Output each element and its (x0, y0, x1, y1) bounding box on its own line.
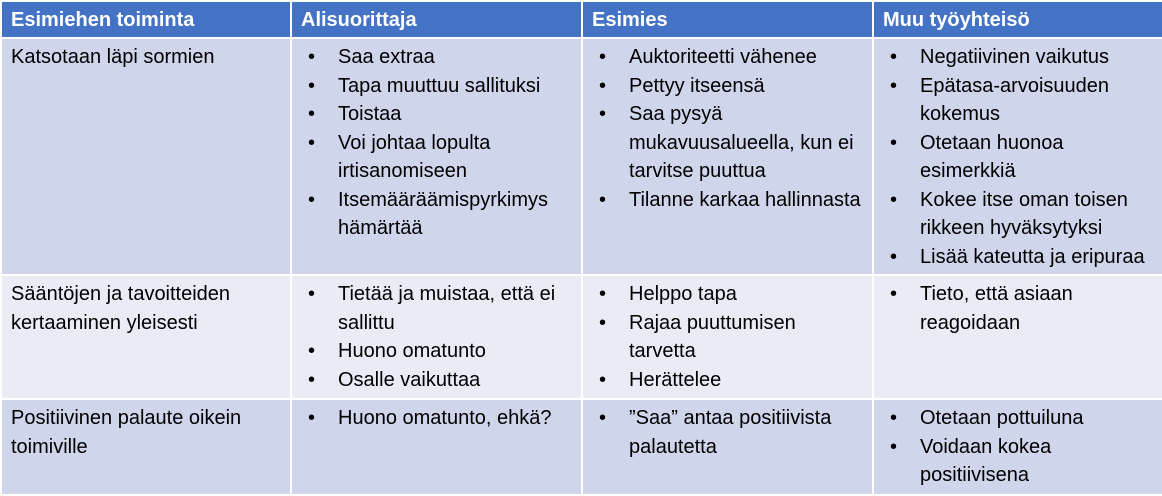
list-item: • Epätasa-arvoisuuden kokemus (883, 72, 1153, 129)
esimies-cell (582, 38, 873, 275)
list-item: • Huono omatunto (301, 337, 572, 366)
list-item: • Tapa muuttuu sallituksi (301, 72, 572, 101)
list-item: • Toistaa (301, 100, 572, 129)
list-item: • Tilanne karkaa hallinnasta (592, 186, 863, 215)
bullet-icon: • (599, 368, 607, 391)
list-item: • Huono omatunto, ehkä? (301, 404, 572, 433)
bullet-icon: • (890, 131, 898, 154)
action-cell: Positiivinen palaute oikein toimiville (1, 399, 291, 495)
bullet-list (883, 404, 1153, 490)
bullet-icon: • (308, 188, 316, 211)
list-item: • Lisää kateutta ja eripuraa (883, 243, 1153, 272)
table-row (1, 399, 1162, 495)
alisuorittaja-cell (291, 38, 582, 275)
list-item: • Rajaa puuttumisen tarvetta (592, 309, 863, 366)
bullet-icon: • (308, 407, 316, 429)
header-esimiehen-toiminta: Esimiehen toiminta (1, 1, 291, 38)
list-item: • Otetaan pottuiluna (883, 404, 1153, 433)
bullet-list (301, 280, 572, 394)
bullet-list (883, 280, 1153, 337)
bullet-icon: • (890, 283, 898, 305)
bullet-icon: • (308, 74, 316, 97)
bullet-icon: • (890, 74, 898, 97)
list-item: • Auktoriteetti vähenee (592, 43, 863, 72)
alisuorittaja-cell (291, 275, 582, 399)
bullet-icon: • (599, 74, 607, 97)
list-item: • Saa extraa (301, 43, 572, 72)
list-item: • Itsemääräämispyrkimys hämärtää (301, 186, 572, 243)
header-muu-tyoyhteiso: Muu työyhteisö (873, 1, 1162, 38)
list-item: • Otetaan huonoa esimerkkiä (883, 129, 1153, 186)
bullet-icon: • (308, 46, 316, 68)
action-cell: Katsotaan läpi sormien (1, 38, 291, 275)
bullet-icon: • (599, 283, 607, 305)
bullet-list (883, 43, 1153, 271)
bullet-icon: • (890, 245, 898, 268)
list-item: • ”Saa” antaa positiivista palautetta (592, 404, 863, 461)
bullet-list (592, 280, 863, 394)
action-cell: Sääntöjen ja tavoitteiden kertaaminen yleisesti (1, 275, 291, 399)
list-item: • Saa pysyä mukavuusalueella, kun ei tarvitse puuttua (592, 100, 863, 186)
bullet-icon: • (308, 368, 316, 391)
bullet-list (301, 43, 572, 243)
list-item: • Pettyy itseensä (592, 72, 863, 101)
alisuorittaja-cell (291, 399, 582, 495)
bullet-icon: • (890, 46, 898, 68)
bullet-icon: • (890, 407, 898, 429)
bullet-icon: • (308, 131, 316, 154)
tyoyhteiso-cell (873, 399, 1162, 495)
bullet-icon: • (599, 188, 607, 211)
bullet-icon: • (890, 188, 898, 211)
list-item: • Tietää ja muistaa, että ei sallittu (301, 280, 572, 337)
list-item: • Kokee itse oman toisen rikkeen hyväksytyksi (883, 186, 1153, 243)
bullet-icon: • (890, 435, 898, 458)
table-row (1, 38, 1162, 275)
bullet-icon: • (599, 103, 607, 125)
list-item: • Voidaan kokea positiivisena (883, 433, 1153, 490)
bullet-icon: • (308, 103, 316, 125)
tyoyhteiso-cell (873, 38, 1162, 275)
list-item: • Herättelee (592, 366, 863, 395)
esimies-cell (582, 275, 873, 399)
list-item: • Tieto, että asiaan reagoidaan (883, 280, 1153, 337)
header-row (1, 1, 1162, 38)
bullet-icon: • (599, 46, 607, 68)
bullet-icon: • (308, 283, 316, 305)
list-item: • Voi johtaa lopulta irtisanomiseen (301, 129, 572, 186)
bullet-icon: • (599, 407, 607, 429)
bullet-icon: • (308, 340, 316, 362)
bullet-list (592, 404, 863, 461)
bullet-icon: • (599, 311, 607, 334)
header-esimies: Esimies (582, 1, 873, 38)
bullet-list (592, 43, 863, 214)
list-item: • Helppo tapa (592, 280, 863, 309)
esimies-cell (582, 399, 873, 495)
header-alisuorittaja: Alisuorittaja (291, 1, 582, 38)
list-item: • Negatiivinen vaikutus (883, 43, 1153, 72)
tyoyhteiso-cell (873, 275, 1162, 399)
table-row (1, 275, 1162, 399)
list-item: • Osalle vaikuttaa (301, 366, 572, 395)
bullet-list (301, 404, 572, 433)
